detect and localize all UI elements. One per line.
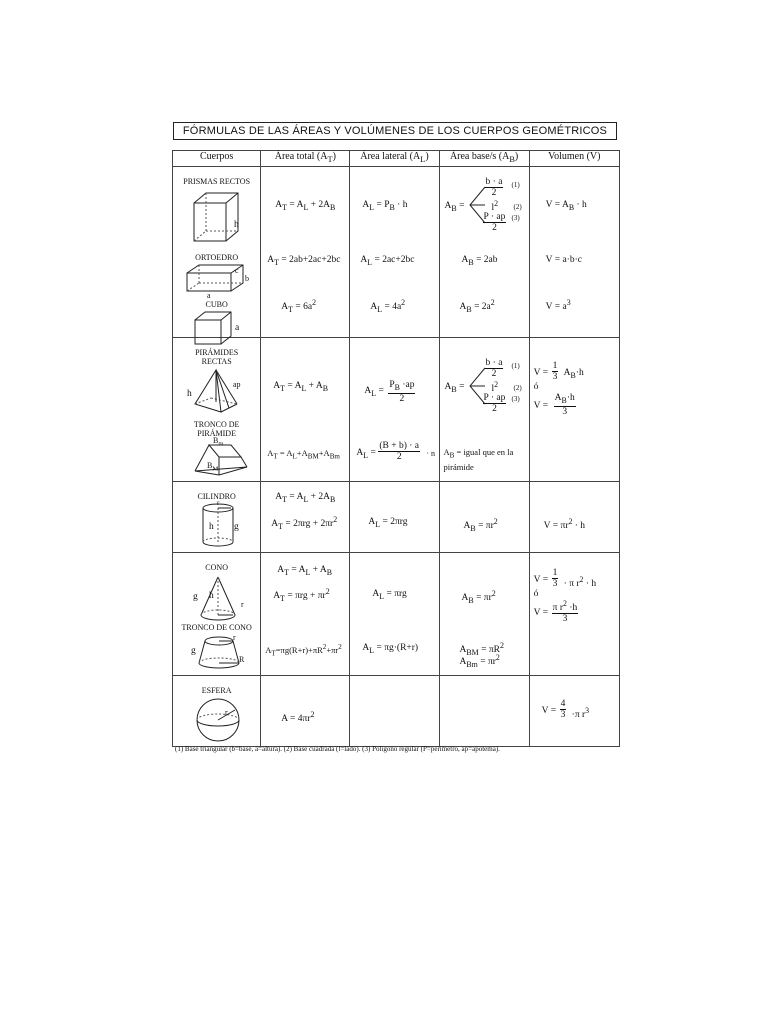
row-esfera [173,676,620,747]
cono-area-total: $A_T = A_L + A_B$ $A_T = \pi rg + \pi r^2$ $A_T=\pi g(R+r)+\pi R^2+\pi r^2$ [261,553,350,676]
prismas-volumen: $V = A_B \cdot h$ V = a·b·c $V = a^3$ [529,167,619,338]
cono-figures-cell: CONO g h r TRONCO DE CONO r g R [173,553,261,676]
prismas-area-total: $A_T = A_L + 2A_B$ $A_T = 2ab+2ac+2bc$ $A_T = 6a^2$ [261,167,350,338]
row-cilindro [173,482,620,553]
piramides-area-total: $A_T = A_L + A_B$ $A_T = A_L+A_{BM}+A_{Bm}$ [261,338,350,482]
cilindro-area-lateral: $A_L = 2\pi rg$ [350,482,439,553]
header-area-base: Área base/s $(A_B)$ [439,151,529,167]
prismas-figures-cell: PRISMAS RECTOS h ORTOEDRO c b a CUBO a [173,167,261,338]
row-piramides [173,338,620,482]
formula-table [172,150,620,747]
cilindro-area-total: $A_T = A_L + 2A_B$ $A_T = 2\pi rg + 2\pi r^2$ [261,482,350,553]
cono-area-base: $A_B = \pi r^2$ $A_{BM} = \pi R^2$ $A_{Bm} = \pi r^2$ [439,553,529,676]
prism-figure [191,189,241,245]
cone-figure [197,575,241,623]
cono-area-lateral: $A_L = \pi rg$ $A_L = \pi g\cdot(R+r)$ [350,553,439,676]
header-area-total: Área total $(A_T)$ [261,151,350,167]
esfera-volumen: V = $\frac{4}{3}$ ·π $r^3$ [529,676,619,747]
row-cono [173,553,620,676]
prismas-label: PRISMAS RECTOS [183,177,251,186]
prismas-area-base: $A_B$ = $\frac{b \cdot a}{2}$ (1) $l^2$ (2) $\frac{P \cdot ap}{2}$ (3) $A_B = 2ab$ $A_B = 2a^2$ [439,167,529,338]
pyramid-figure [191,368,241,414]
row-prismas [173,167,620,338]
cono-volumen: V = $\frac{1}{3}$ · π $r^2 \cdot h$ ó V = $\frac{\pi r^2 \cdot h}{3}$ [529,553,619,676]
page-title: FÓRMULAS DE LAS ÁREAS Y VOLÚMENES DE LOS CUERPOS GEOMÉTRICOS [173,122,617,140]
cilindro-figure-cell: CILINDRO h g r [173,482,261,553]
piramides-figures-cell: PIRÁMIDES RECTAS h ap TRONCO DE PIRÁMIDE $B_m$ $B_M$ [173,338,261,482]
piramides-area-lateral: $A_L$ = $\frac{P_B \cdot ap}{2}$ $A_L$ = $\frac{(B + b) \cdot a}{2}$ · n [350,338,439,482]
esfera-area-lateral [350,676,439,747]
prismas-area-lateral: $A_L = P_B \cdot h$ $A_L = 2ac+2bc$ $A_L = 4a^2$ [350,167,439,338]
cilindro-volumen: $V = \pi r^2 \cdot h$ [529,482,619,553]
ortoedro-label: ORTOEDRO [195,253,239,262]
header-area-lateral: Área lateral $(A_L)$ [350,151,439,167]
esfera-area-total: $A = 4\pi r^2$ [261,676,350,747]
cubo-label: CUBO [205,300,228,309]
cylinder-figure [201,502,237,548]
piramides-volumen: V = $\frac{1}{3}$ $A_B\cdot h$ ó V = $\frac{A_B\cdot h}{3}$ [529,338,619,482]
footnote: (1) Base triangular (b=base, a=altura). (2) Base cuadrada (l=lado). (3) Polígono regular (P=perímetro, ap=apotema). [175,745,500,753]
header-volumen: Volumen (V) [529,151,619,167]
cilindro-area-base: $A_B = \pi r^2$ [439,482,529,553]
header-row [173,151,620,167]
header-cuerpos: Cuerpos [173,151,261,167]
piramides-area-base: $A_B$ = $\frac{b \cdot a}{2}$ (1) $l^2$ (2) $\frac{P \cdot ap}{2}$ (3) $A_B$ = igual que en la pirámide [439,338,529,482]
sphere-figure [195,696,241,742]
esfera-area-base [439,676,529,747]
esfera-figure-cell: ESFERA r [173,676,261,747]
